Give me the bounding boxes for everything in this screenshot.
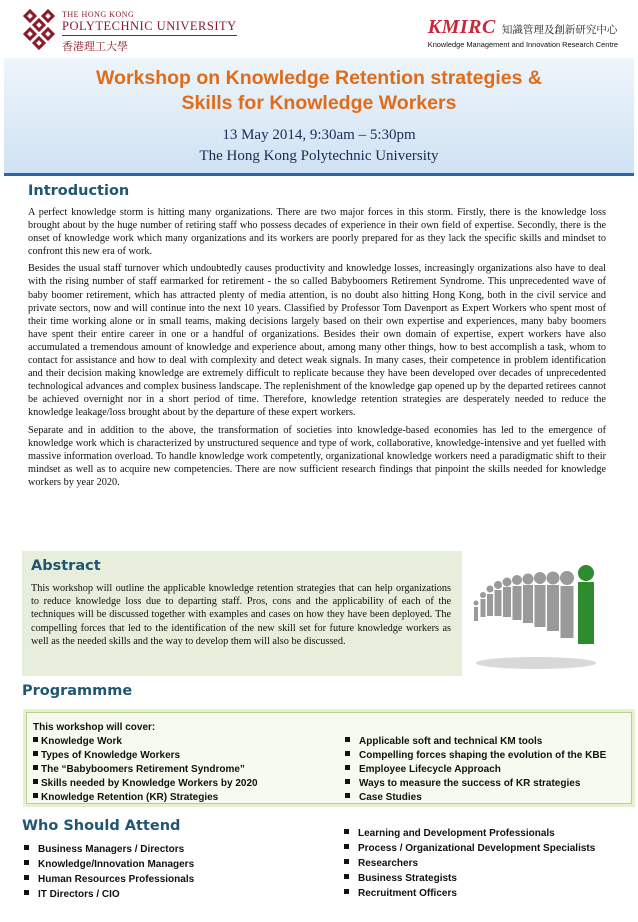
intro-paragraph: Besides the usual staff turnover which undoubtedly causes productivity and knowledge losses, increasingly organizations also have to deal with the rising number of staff earmarked for retirement - the so called Babyboomers Retirement Syndrome. This unprecedented wave of baby boomer retirement, which has attracted plenty of media attention, is no doubt also hitting Hong Kong, both in the civil service and private sectors, now and will continue into the next 10 years. Classified by Professor Tom Davenport as Expert Workers who spent most of their time working alone or in small teams, making decisions largely based on their own expertise and experiences, many baby boomers have spent their entire career in one or a handful of organizations. Besides their own domain of expertise, expert workers have also accumulated a tremendous amount of knowledge and experience about, among many other things, how to best accomplish a task, whom to contact for assistance and how to deal with complexity and detect weak signals. In many cases, their competence in problem identification and their decision making knowledge are extremely difficult to replicate because they have been developed over decades of unprecedented technological advances and complex business landscape. The replenishment of the knowledge gap opened up by the departed retirees cannot be achieved overnight nor in a short period of time. Therefore, knowledge retention strategies are desperately needed to reduce the knowledge leakage/loss brought about by the departure of these expert workers. [28, 263, 606, 419]
polyu-line1: THE HONG KONG [62, 10, 135, 19]
intro-paragraph: Separate and in addition to the above, the transformation of societies into knowledge-based economies has led to the emergence of knowledge work which is characterized by unstructured sequence and type of work, collaborative, knowledge-intensive and yet fuelled with massive information overload. To handle knowledge work competently, organizational knowledge workers need a paradigmatic shift to their mindset as well as to acquire new competencies. There are now sufficient research findings that pinpoint the skills needed for knowledge workers by year 2020. [28, 424, 606, 488]
programme-heading: Programmme [22, 683, 133, 699]
intro-paragraph: A perfect knowledge storm is hitting many organizations. There are two major forces in this storm. Firstly, there is the knowledge loss brought about by the huge number of retiring staff who possess decades of experience in their own field of expertise. Secondly, there is the onset of knowledge work which many organizations and its workers are poorly prepared for as they lack the specific skills and mindset to confront this new era of work. [28, 207, 606, 258]
polyu-logo-icon [22, 8, 56, 52]
bullet-square-icon [345, 765, 350, 770]
polyu-line3: 香港理工大學 [62, 40, 128, 53]
bullet-square-icon [24, 890, 29, 895]
kmirc-english-name: Knowledge Management and Innovation Research Centre [427, 40, 618, 49]
bullet-square-icon [33, 779, 38, 784]
programme-intro: This workshop will cover: [33, 722, 156, 733]
kmirc-logo [428, 16, 618, 49]
programme-right-column [345, 735, 606, 805]
introduction-heading: Introduction [28, 183, 130, 199]
polyu-wordmark [62, 10, 237, 54]
list-item: Employee Lifecycle Approach [345, 763, 606, 777]
bullet-square-icon [344, 889, 349, 894]
list-item: Knowledge Retention (KR) Strategies [33, 791, 258, 805]
list-item: Types of Knowledge Workers [33, 749, 258, 763]
list-item: Case Studies [345, 791, 606, 805]
list-item: Business Managers / Directors [24, 842, 194, 857]
list-item: Ways to measure the success of KR strategies [345, 777, 606, 791]
bullet-square-icon [345, 751, 350, 756]
bullet-square-icon [33, 737, 38, 742]
bullet-square-icon [33, 751, 38, 756]
bullet-square-icon [345, 737, 350, 742]
bullet-square-icon [344, 859, 349, 864]
list-item: IT Directors / CIO [24, 887, 194, 902]
bullet-square-icon [33, 765, 38, 770]
workshop-venue: The Hong Kong Polytechnic University [199, 148, 439, 164]
title-line2: Skills for Knowledge Workers [181, 92, 457, 114]
polyu-line2: POLYTECHNIC UNIVERSITY [62, 19, 237, 36]
programme-left-column [33, 721, 258, 805]
list-item: The “Babyboomers Retirement Syndrome” [33, 763, 258, 777]
kmirc-chinese-name: 知識管理及創新研究中心 [501, 24, 618, 36]
bullet-square-icon [344, 844, 349, 849]
list-item: Skills needed by Knowledge Workers by 2020 [33, 777, 258, 791]
bullet-square-icon [345, 793, 350, 798]
list-item: Knowledge Work [33, 735, 258, 749]
bullet-square-icon [345, 779, 350, 784]
who-left-column [24, 842, 194, 902]
list-item: Applicable soft and technical KM tools [345, 735, 606, 749]
abstract-heading: Abstract [31, 558, 101, 574]
bullet-square-icon [24, 860, 29, 865]
workshop-title [4, 66, 634, 116]
people-illustration [466, 551, 616, 676]
list-item: Compelling forces shaping the evolution of the KBE [345, 749, 606, 763]
list-item: Learning and Development Professionals [344, 826, 595, 841]
header-logos [0, 0, 638, 58]
bullet-square-icon [24, 845, 29, 850]
list-item: Business Strategists [344, 871, 595, 886]
who-right-column [344, 826, 595, 901]
list-item: Researchers [344, 856, 595, 871]
list-item: Human Resources Professionals [24, 872, 194, 887]
title-line1: Workshop on Knowledge Retention strategies & [95, 67, 542, 89]
introduction-body [28, 206, 606, 493]
abstract-text: This workshop will outline the applicable knowledge retention strategies that can help organizations to reduce knowledge loss due to departing staff. Pros, cons and the applicability of each of the techniques will be discussed together with examples and cases on how they have been deployed. The compelling forces that led to the identification of the new skill set for future knowledge workers as well as the needed skills and the way to develop them will also be discussed. [31, 583, 451, 647]
list-item: Knowledge/Innovation Managers [24, 857, 194, 872]
list-item: Recruitment Officers [344, 886, 595, 901]
bullet-square-icon [24, 875, 29, 880]
bullet-square-icon [344, 874, 349, 879]
abstract-box [22, 551, 462, 676]
workshop-date: 13 May 2014, 9:30am – 5:30pm [222, 127, 416, 143]
title-band [4, 58, 634, 176]
programme-box [26, 712, 632, 804]
bullet-square-icon [344, 829, 349, 834]
bullet-square-icon [33, 793, 38, 798]
list-item: Process / Organizational Development Specialists [344, 841, 595, 856]
kmirc-abbr: KMIRC [427, 16, 496, 38]
who-should-attend-heading: Who Should Attend [22, 818, 181, 834]
